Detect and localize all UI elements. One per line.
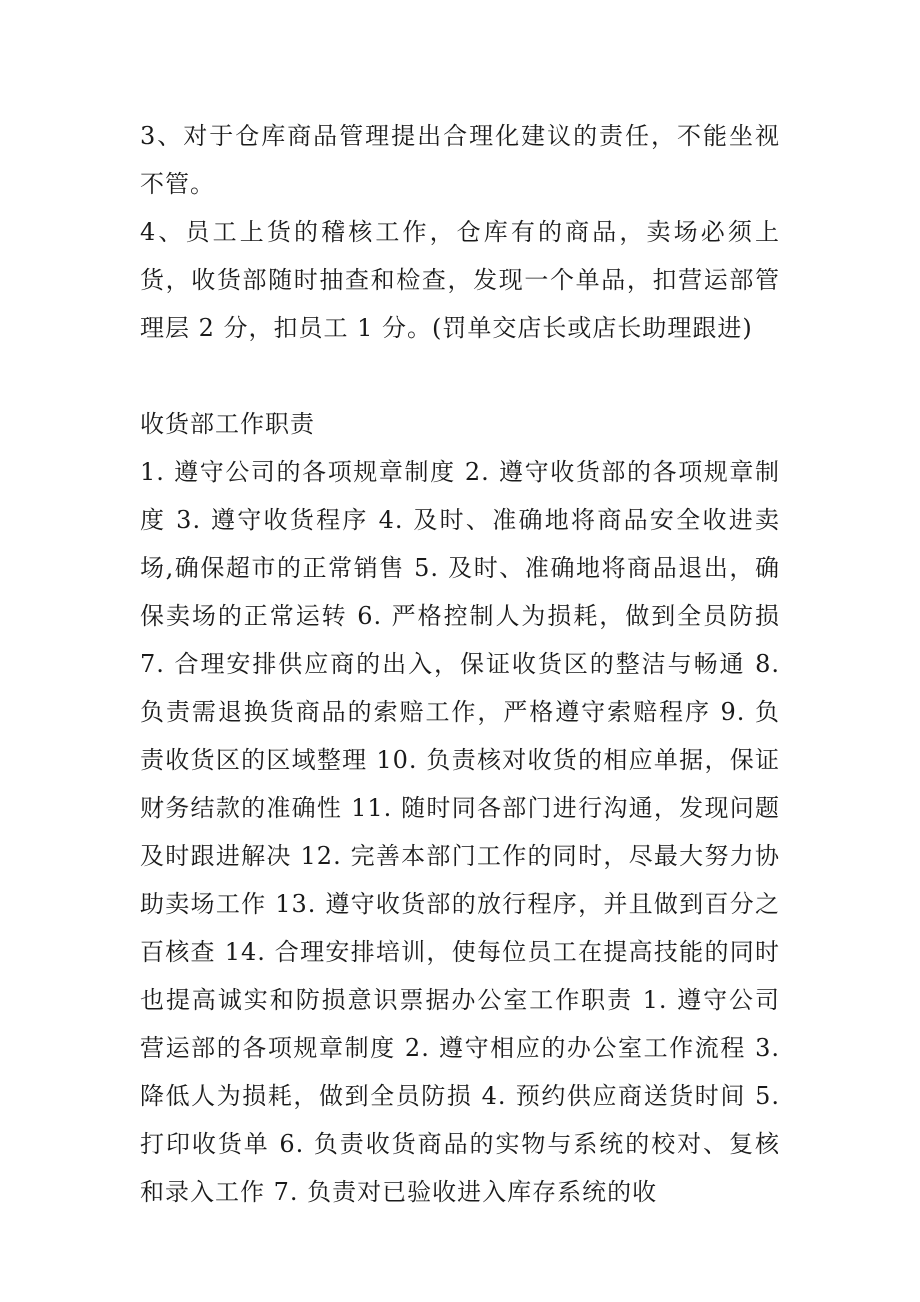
section-body: 1. 遵守公司的各项规章制度 2. 遵守收货部的各项规章制度 3. 遵守收货程序 4. 及时、准确地将商品安全收进卖场,确保超市的正常销售 5. 及时、准确地将商品退出，确保卖场的正常运转 6. 严格控制人为损耗，做到全员防损 7. 合理安排供应商的出入，保证收货区的整洁与畅通 8. 负责需退换货商品的索赔工作，严格遵守索赔程序 9. 负责收货区的区域整理 10. 负责核对收货的相应单据，保证财务结款的准确性 11. 随时同各部门进行沟通，发现问题及时跟进解决 12. 完善本部门工作的同时，尽最大努力协助卖场工作 13. 遵守收货部的放行程序，并且做到百分之百核查 14. 合理安排培训，使每位员工在提高技能的同时也提高诚实和防损意识票据办公室工作职责 1. 遵守公司营运部的各项规章制度 2. 遵守相应的办公室工作流程 3. 降低人为损耗，做到全员防损 4. 预约供应商送货时间 5. 打印收货单 6. 负责收货商品的实物与系统的校对、复核和录入工作 7. 负责对已验收进入库存系统的收 (140, 458, 780, 1206)
section-heading: 收货部工作职责 (140, 410, 315, 438)
paragraph-item-3: 3、对于仓库商品管理提出合理化建议的责任，不能坐视不管。 (140, 122, 780, 198)
paragraph-item-4: 4、员工上货的稽核工作，仓库有的商品，卖场必须上货，收货部随时抽查和检查，发现一个单品，扣营运部管理层 2 分，扣员工 1 分。(罚单交店长或店长助理跟进) (140, 218, 780, 342)
